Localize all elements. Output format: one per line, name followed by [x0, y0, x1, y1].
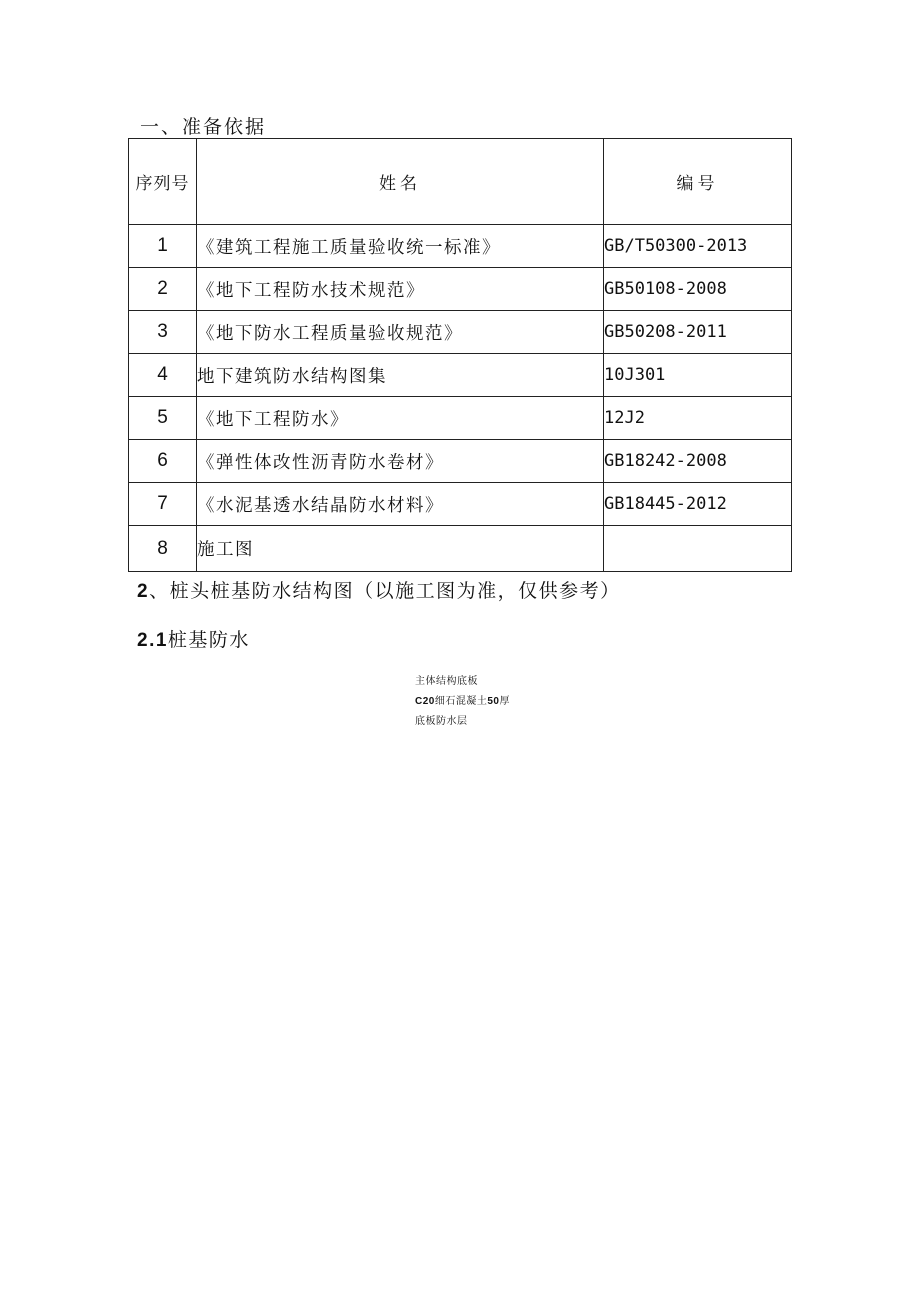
- section-title: 、桩头桩基防水结构图（以施工图为准，仅供参考）: [149, 580, 621, 602]
- concrete-grade: C20: [415, 696, 435, 707]
- section-heading-pile-waterproof-diagram: [137, 576, 621, 603]
- table-row: [129, 311, 792, 354]
- row-standard-code: GB50108-2008: [604, 268, 792, 311]
- table-row: [129, 526, 792, 572]
- table-row: [129, 397, 792, 440]
- table-row: [129, 268, 792, 311]
- section-heading-basis: 一、准备依据: [140, 116, 267, 138]
- row-standard-code: [604, 526, 792, 572]
- row-number: 4: [129, 354, 197, 397]
- label-c20-concrete-layer: [415, 692, 510, 712]
- row-standard-name: 《弹性体改性沥青防水卷材》: [197, 440, 604, 483]
- row-standard-code: GB/T50300-2013: [604, 225, 792, 268]
- header-serial-number: 序列号: [129, 139, 197, 225]
- label-floor-waterproof-layer: 底板防水层: [415, 716, 468, 727]
- row-standard-code: 10J301: [604, 354, 792, 397]
- table-header-row: [129, 139, 792, 225]
- row-number: 2: [129, 268, 197, 311]
- row-number: 5: [129, 397, 197, 440]
- row-standard-name: 《地下工程防水技术规范》: [197, 268, 604, 311]
- table-row: [129, 483, 792, 526]
- table-row: [129, 440, 792, 483]
- row-number: 7: [129, 483, 197, 526]
- subsection-heading-pile-waterproofing: [137, 625, 250, 652]
- row-standard-code: GB18445-2012: [604, 483, 792, 526]
- row-standard-code: GB50208-2011: [604, 311, 792, 354]
- header-name: 姓名: [197, 139, 604, 225]
- thickness-value: 50: [487, 696, 500, 707]
- thickness-suffix: 厚: [499, 696, 510, 707]
- table-row: [129, 225, 792, 268]
- subsection-number: 2.1: [137, 630, 168, 651]
- label-main-structure-slab: 主体结构底板: [415, 676, 478, 687]
- row-standard-name: 地下建筑防水结构图集: [197, 354, 604, 397]
- row-standard-name: 施工图: [197, 526, 604, 572]
- row-number: 1: [129, 225, 197, 268]
- row-standard-code: 12J2: [604, 397, 792, 440]
- row-standard-name: 《地下工程防水》: [197, 397, 604, 440]
- subsection-title: 桩基防水: [167, 629, 250, 651]
- table-row: [129, 354, 792, 397]
- concrete-description: 细石混凝土: [434, 696, 488, 707]
- reference-standards-table: [128, 138, 792, 572]
- diagram-labels: [415, 672, 510, 732]
- row-number: 3: [129, 311, 197, 354]
- header-code: 编号: [604, 139, 792, 225]
- row-standard-name: 《水泥基透水结晶防水材料》: [197, 483, 604, 526]
- row-number: 6: [129, 440, 197, 483]
- row-standard-name: 《地下防水工程质量验收规范》: [197, 311, 604, 354]
- row-standard-name: 《建筑工程施工质量验收统一标准》: [197, 225, 604, 268]
- row-standard-code: GB18242-2008: [604, 440, 792, 483]
- section-number: 2: [137, 581, 150, 602]
- row-number: 8: [129, 526, 197, 572]
